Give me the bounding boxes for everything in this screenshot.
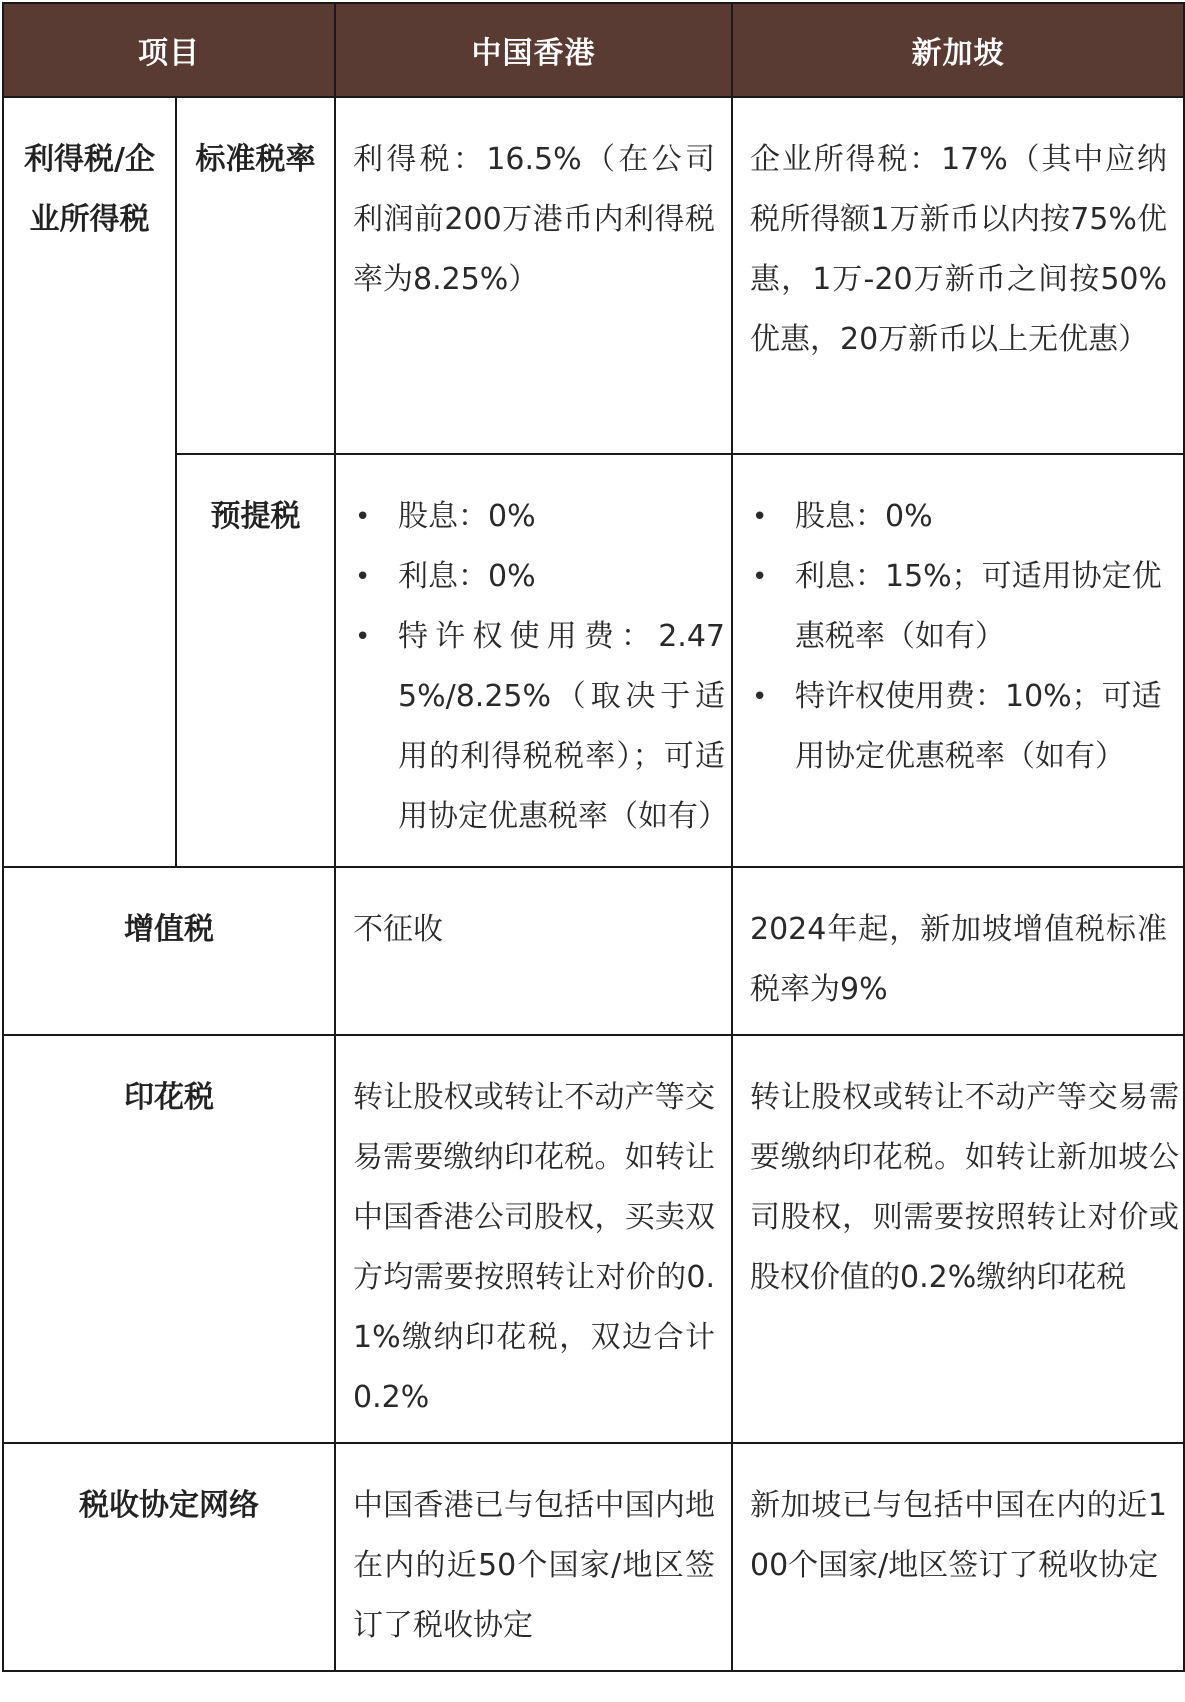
bullet-icon: • [355, 502, 371, 532]
list-item: • 特许权使用费：2.475%/8.25%（取决于适用的利得税税率）；可适用协定优惠税率（如有） [353, 607, 725, 847]
list-item: • 利息：15%；可适用协定优惠税率（如有） [750, 547, 1179, 667]
bullet-icon: • [752, 682, 768, 712]
header-row [3, 3, 1184, 97]
category-profits-tax: 利得税/企业所得税 [3, 97, 176, 867]
bullet-icon: • [752, 562, 768, 592]
sg-withholding-tax [732, 454, 1184, 867]
sg-stamp-duty: 转让股权或转让不动产等交易需要缴纳印花税。如转让新加坡公司股权，则需要按照转让对价或股权价值的0.2%缴纳印花税 [732, 1035, 1184, 1443]
list-item: • 利息：0% [353, 547, 725, 607]
header-item: 项目 [3, 3, 335, 97]
bullet-icon: • [752, 502, 768, 532]
row-stamp-duty [3, 1035, 1184, 1443]
subcategory-standard-rate: 标准税率 [176, 97, 335, 454]
bullet-icon: • [355, 622, 371, 652]
row-standard-rate [3, 97, 1184, 454]
hk-stamp-duty: 转让股权或转让不动产等交易需要缴纳印花税。如转让中国香港公司股权，买卖双方均需要按照转让对价的0.1%缴纳印花税，双边合计0.2% [335, 1035, 732, 1443]
hk-withholding-tax [335, 454, 732, 867]
tax-comparison-table [2, 2, 1185, 1672]
row-vat [3, 867, 1184, 1035]
list-item: • 特许权使用费：10%；可适用协定优惠税率（如有） [750, 667, 1179, 787]
list-item: • 股息：0% [750, 487, 1179, 547]
sg-tax-treaty: 新加坡已与包括中国在内的近100个国家/地区签订了税收协定 [732, 1443, 1184, 1671]
list-item: • 股息：0% [353, 487, 725, 547]
row-withholding-tax [3, 454, 1184, 867]
header-hong-kong: 中国香港 [335, 3, 732, 97]
hk-standard-rate: 利得税：16.5%（在公司利润前200万港币内利得税率为8.25%） [335, 97, 732, 454]
sg-vat: 2024年起，新加坡增值税标准税率为9% [732, 867, 1184, 1035]
bullet-icon: • [355, 562, 371, 592]
sg-standard-rate: 企业所得税：17%（其中应纳税所得额1万新币以内按75%优惠，1万-20万新币之间按50%优惠，20万新币以上无优惠） [732, 97, 1184, 454]
category-vat: 增值税 [3, 867, 335, 1035]
row-tax-treaty [3, 1443, 1184, 1671]
header-singapore: 新加坡 [732, 3, 1184, 97]
hk-vat: 不征收 [335, 867, 732, 1035]
subcategory-withholding-tax: 预提税 [176, 454, 335, 867]
hk-tax-treaty: 中国香港已与包括中国内地在内的近50个国家/地区签订了税收协定 [335, 1443, 732, 1671]
category-tax-treaty: 税收协定网络 [3, 1443, 335, 1671]
category-stamp-duty: 印花税 [3, 1035, 335, 1443]
hk-withholding-list [353, 487, 728, 847]
sg-withholding-list [750, 487, 1179, 787]
